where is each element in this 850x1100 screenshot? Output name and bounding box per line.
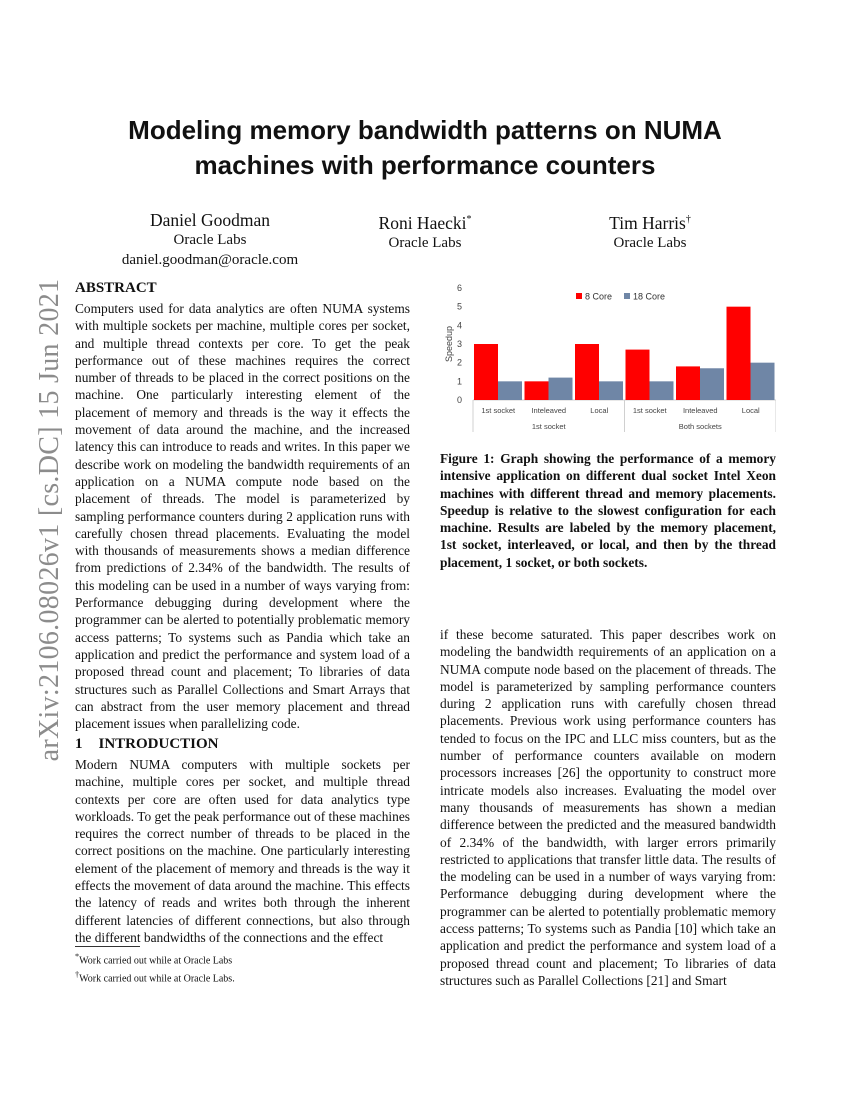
author-affiliation: Oracle Labs xyxy=(613,234,687,251)
bar xyxy=(525,381,549,400)
legend-label: 18 Core xyxy=(633,291,666,302)
section-title: INTRODUCTION xyxy=(98,736,219,752)
section-heading xyxy=(75,734,410,754)
author-email[interactable]: daniel.goodman@oracle.com xyxy=(121,252,299,268)
bar xyxy=(474,344,498,400)
y-tick-label: 6 xyxy=(456,283,462,293)
bar xyxy=(498,381,522,400)
abstract-heading: ABSTRACT xyxy=(75,280,157,296)
legend-swatch xyxy=(576,293,582,299)
introduction-text-right: if these become saturated. This paper describes work on modeling the bandwidth requirements of an application on a NUMA compute node based on the placement of threads. The model is parameterized by sampling performance counters during 2 application runs with carefully chosen thread placements. Previous work using performance counters has tended to focus on the IPC and LLC miss counters, but as the number of performance counters available on modern processors increases [26] the opportunity to construct more intricate models also increases. Evaluating the model over many thousands of measurements has shown a median difference between the predicted and the measured bandwidth of 2.34% of the bandwidth, with larger errors primarily restricted to applications that transfer little data. The results of the modeling can be used in a number of ways varying from: Performance debugging during development where the programmer can be alerted to potentially problematic memory access patterns; To systems such as Pandia [10] which take an application and predict the performance and system load of a proposed thread count and placement; To libraries of data structures such as Parallel Collections [21] and Smart xyxy=(440,627,776,988)
x-tick-label: Local xyxy=(741,406,760,415)
y-tick-label: 2 xyxy=(456,357,462,368)
bar xyxy=(751,363,775,400)
x-tick-label: 1st socket xyxy=(481,406,516,415)
author-affiliation: Oracle Labs xyxy=(388,234,462,251)
bar xyxy=(575,344,599,400)
x-tick-label: Inteleaved xyxy=(682,406,718,415)
footnotes xyxy=(75,946,410,987)
introduction-continued xyxy=(440,626,776,989)
author-block-1 xyxy=(115,210,305,270)
author-footnote-mark: † xyxy=(685,214,691,225)
author-affiliation: Oracle Labs xyxy=(173,232,247,248)
group-label: 1st socket xyxy=(531,422,566,431)
figure-caption: Figure 1: Graph showing the performance of a memory intensive application on different dual socket Intel Xeon machines with different thread and memory placements. Speedup is relative to the slowest configuration for each machine. Results are labeled by the memory placement, 1st socket, interleaved, or local, and then by the thread placement, 1 socket, or both sockets. xyxy=(440,451,776,570)
x-tick-label: 1st socket xyxy=(632,406,667,415)
bar xyxy=(727,307,751,400)
author-block-3 xyxy=(570,210,730,253)
section-number: 1 xyxy=(75,736,83,752)
author-name: Tim Harris† xyxy=(609,212,691,233)
abstract-section xyxy=(75,278,410,732)
y-tick-label: 1 xyxy=(456,376,462,387)
abstract-text: Computers used for data analytics are often NUMA systems with multiple sockets per machine, multiple cores per socket, and multiple thread contexts per core. To get the peak performance out of these machines requires the correct number of threads to be placed in the correct positions on the machine. One particularly interesting element of the placement of memory and threads is the way it effects the movement of data around the machine, and the increased latency this can introduce to reads and writes. In this paper we describe work on modeling the bandwidth requirements of an application on a NUMA compute node based on the placement of threads. The model is parameterized by sampling performance counters during 2 application runs with carefully chosen thread placements. Evaluating the model with thousands of measurements shows a median difference from predictions of 2.34% of the bandwidth. The results of this modeling can be used in a number of ways varying from: Performance debugging during development where the programmer can be alerted to potentially problematic memory access patterns; To systems such as Pandia which take an application and predict the performance and system load of a proposed thread count and placement; To libraries of data structures such as Parallel Collections and Smart Arrays that can abstract from the user memory placement and thread placement issues when parallelizing code. xyxy=(75,301,410,732)
introduction-text-left: Modern NUMA computers with multiple sockets per machine, multiple cores per socket, and multiple thread contexts per core are often used for data analytics type workloads. To get the peak performance out of these machines requires the correct number of threads to be placed in the correct positions on the machine. One particularly interesting element of the placement of memory and threads is the way it effects the movement of data around the machine. This effects the latency of reads and writes both through the inherent different latencies of different connections, but also through the different bandwidths of the connections and the effect xyxy=(75,757,410,945)
y-axis-label: Speedup xyxy=(444,325,454,363)
bar xyxy=(626,350,650,400)
bar xyxy=(549,378,573,400)
author-name: Roni Haecki* xyxy=(378,212,472,233)
group-label: Both sockets xyxy=(678,422,722,431)
author-footnote-mark: * xyxy=(466,214,472,225)
y-tick-label: 3 xyxy=(456,339,462,349)
speedup-bar-chart xyxy=(440,280,776,440)
y-tick-label: 5 xyxy=(456,301,462,312)
paper-title: Modeling memory bandwidth patterns on NUMA machines with performance counters xyxy=(128,115,722,180)
y-tick-label: 4 xyxy=(456,320,462,331)
footnote: †Work carried out while at Oracle Labs. xyxy=(75,970,235,985)
bar xyxy=(650,381,674,400)
footnote-rule xyxy=(75,946,140,947)
bar xyxy=(599,381,623,400)
x-tick-label: Inteleaved xyxy=(531,406,567,415)
bar xyxy=(700,368,724,400)
introduction-section xyxy=(75,734,410,946)
bar xyxy=(676,366,700,400)
arxiv-stamp[interactable]: arXiv:2106.08026v1 [cs.DC] 15 Jun 2021 xyxy=(34,278,65,762)
legend-label: 8 Core xyxy=(585,291,613,302)
y-tick-label: 0 xyxy=(456,395,462,405)
author-name: Daniel Goodman xyxy=(149,210,271,230)
legend-swatch xyxy=(624,293,630,299)
x-tick-label: Local xyxy=(590,406,609,415)
author-block-2 xyxy=(345,210,505,253)
footnote: *Work carried out while at Oracle Labs xyxy=(75,952,233,967)
